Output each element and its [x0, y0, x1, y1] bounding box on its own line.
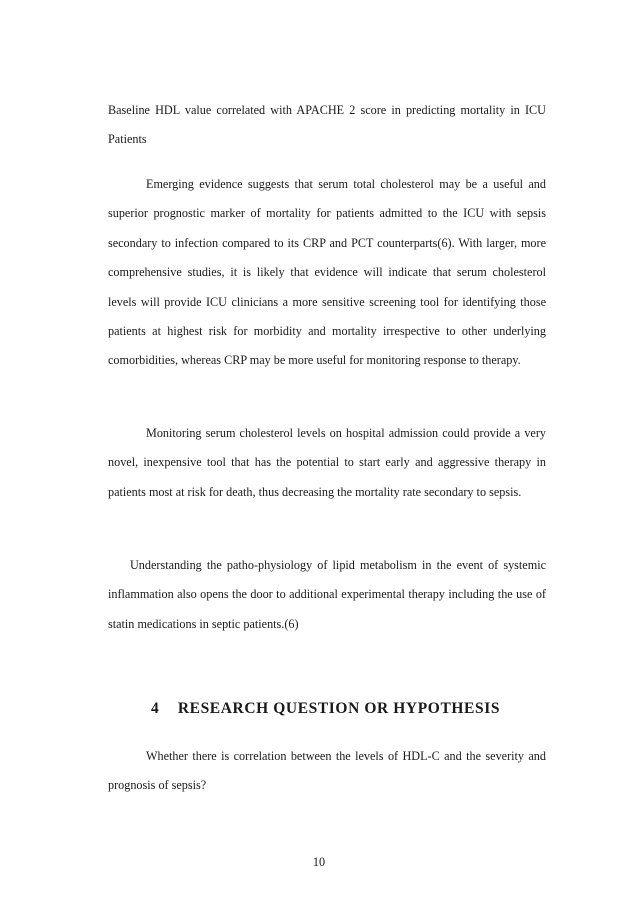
- body-paragraph-2: Monitoring serum cholesterol levels on hospital admission could provide a very novel, inexpensive tool that has the potential to start early and aggressive therapy in patients most at risk for death, thus decreasing the mortality rate secondary to sepsis.: [108, 426, 546, 499]
- body-paragraph-1: Emerging evidence suggests that serum total cholesterol may be a useful and superior prognostic marker of mortality for patients admitted to the ICU with sepsis secondary to infection compared to its CRP and PCT counterparts(6). With larger, more comprehensive studies, it is likely that evidence will indicate that serum cholesterol levels will provide ICU clinicians a more sensitive screening tool for identifying those patients at highest risk for morbidity and mortality irrespective to other underlying comorbidities, whereas CRP may be more useful for monitoring response to therapy.: [108, 177, 546, 368]
- body-paragraph-3: Understanding the patho-physiology of lipid metabolism in the event of systemic inflammation also opens the door to additional experimental therapy including the use of statin medications in septic patients.(6): [108, 558, 546, 631]
- section-heading: [151, 700, 500, 718]
- section-number: 4: [151, 700, 160, 717]
- section-title: RESEARCH QUESTION OR HYPOTHESIS: [177, 700, 501, 717]
- page-number: 10: [312, 855, 326, 869]
- section-body-paragraph: Whether there is correlation between the levels of HDL-C and the severity and prognosis of sepsis?: [108, 749, 546, 793]
- intro-paragraph: Baseline HDL value correlated with APACHE 2 score in predicting mortality in ICU Patients: [108, 103, 546, 147]
